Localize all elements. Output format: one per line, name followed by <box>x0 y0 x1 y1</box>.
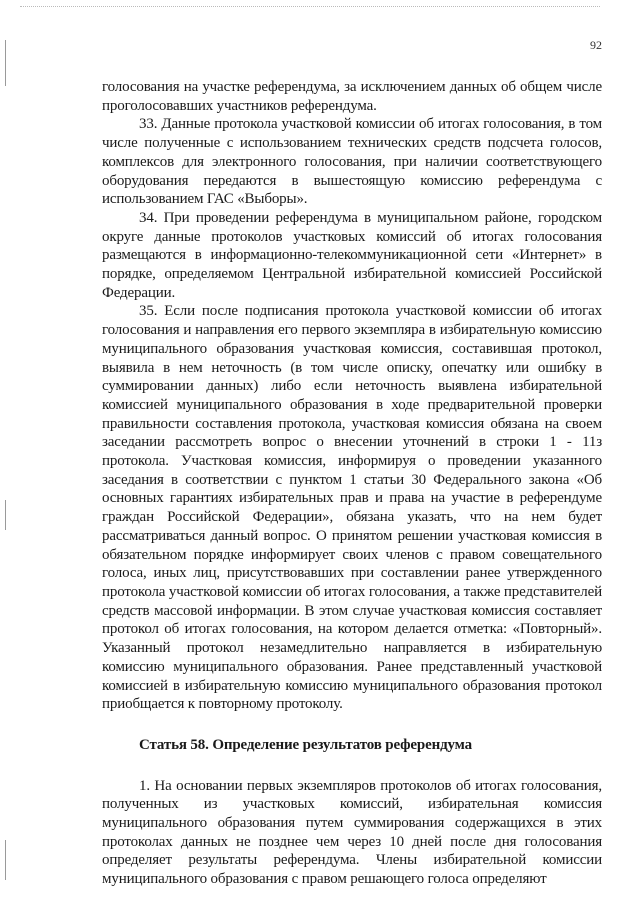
article-58-paragraph-1: 1. На основании первых экземпляров протоколов об итогах голосования, полученных из участковых комиссий, избирательная комиссия муниципального образования путем суммирования содержащихся в этих протоколах данных не позднее чем через 10 дней после дня голосования определяет результаты референдума. Члены избирательной комиссии муниципального образования с правом решающего голоса определяют <box>102 777 602 888</box>
scan-left-edge-mark <box>5 500 6 530</box>
paragraph-32-continuation: голосования на участке референдума, за исключением данных об общем числе проголосовавших участников референдума. <box>102 79 602 114</box>
scan-left-edge-mark <box>5 840 6 880</box>
scan-top-edge <box>20 6 600 8</box>
page-number: 92 <box>590 38 602 52</box>
paragraph-33: 33. Данные протокола участковой комиссии об итогах голосования, в том числе полученные с использованием технических средств подсчета голосов, комплексов для электронного голосования, при наличии соответствующего оборудования передаются в вышестоящую комиссию референдума с использованием ГАС «Выборы». <box>102 116 602 208</box>
document-body <box>102 78 602 889</box>
scan-left-edge-mark <box>5 40 6 86</box>
paragraph-34: 34. При проведении референдума в муниципальном районе, городском округе данные протоколов участковых комиссий об итогах голосования размещаются в информационно-телекоммуникационной сети «Интернет» в порядке, определяемом Центральной избирательной комиссией Российской Федерации. <box>102 209 602 301</box>
article-58-heading: Статья 58. Определение результатов референдума <box>139 736 472 753</box>
paragraph-35: 35. Если после подписания протокола участковой комиссии об итогах голосования и направления его первого экземпляра в избирательную комиссию муниципального образования участковая комиссия, составившая протокол, выявила в нем неточность (в том числе описку, опечатку или ошибку в суммировании данных) либо если неточность выявлена избирательной комиссией муниципального образования в ходе предварительной проверки правильности составления протокола, участковая комиссия обязана на своем заседании рассмотреть вопрос о внесении уточнений в строки 1 - 11з протокола. Участковая комиссия, информируя о проведении указанного заседания в соответствии с пунктом 1 статьи 30 Федерального закона «Об основных гарантиях избирательных прав и права на участие в референдуме граждан Российской Федерации», обязана указать, что на нем будет рассматриваться данный вопрос. О принятом решении участковая комиссия в обязательном порядке информирует своих членов с правом совещательного голоса, иных лиц, присутствовавших при составлении ранее утвержденного протокола участковой комиссии об итогах голосования, а также представителей средств массовой информации. В этом случае участковая комиссия составляет протокол об итогах голосования, на котором делается отметка: «Повторный». Указанный протокол незамедлительно направляется в избирательную комиссию муниципального образования. Ранее представленный участковой комиссией в избирательную комиссию муниципального образования протокол приобщается к повторному протоколу. <box>102 303 602 713</box>
